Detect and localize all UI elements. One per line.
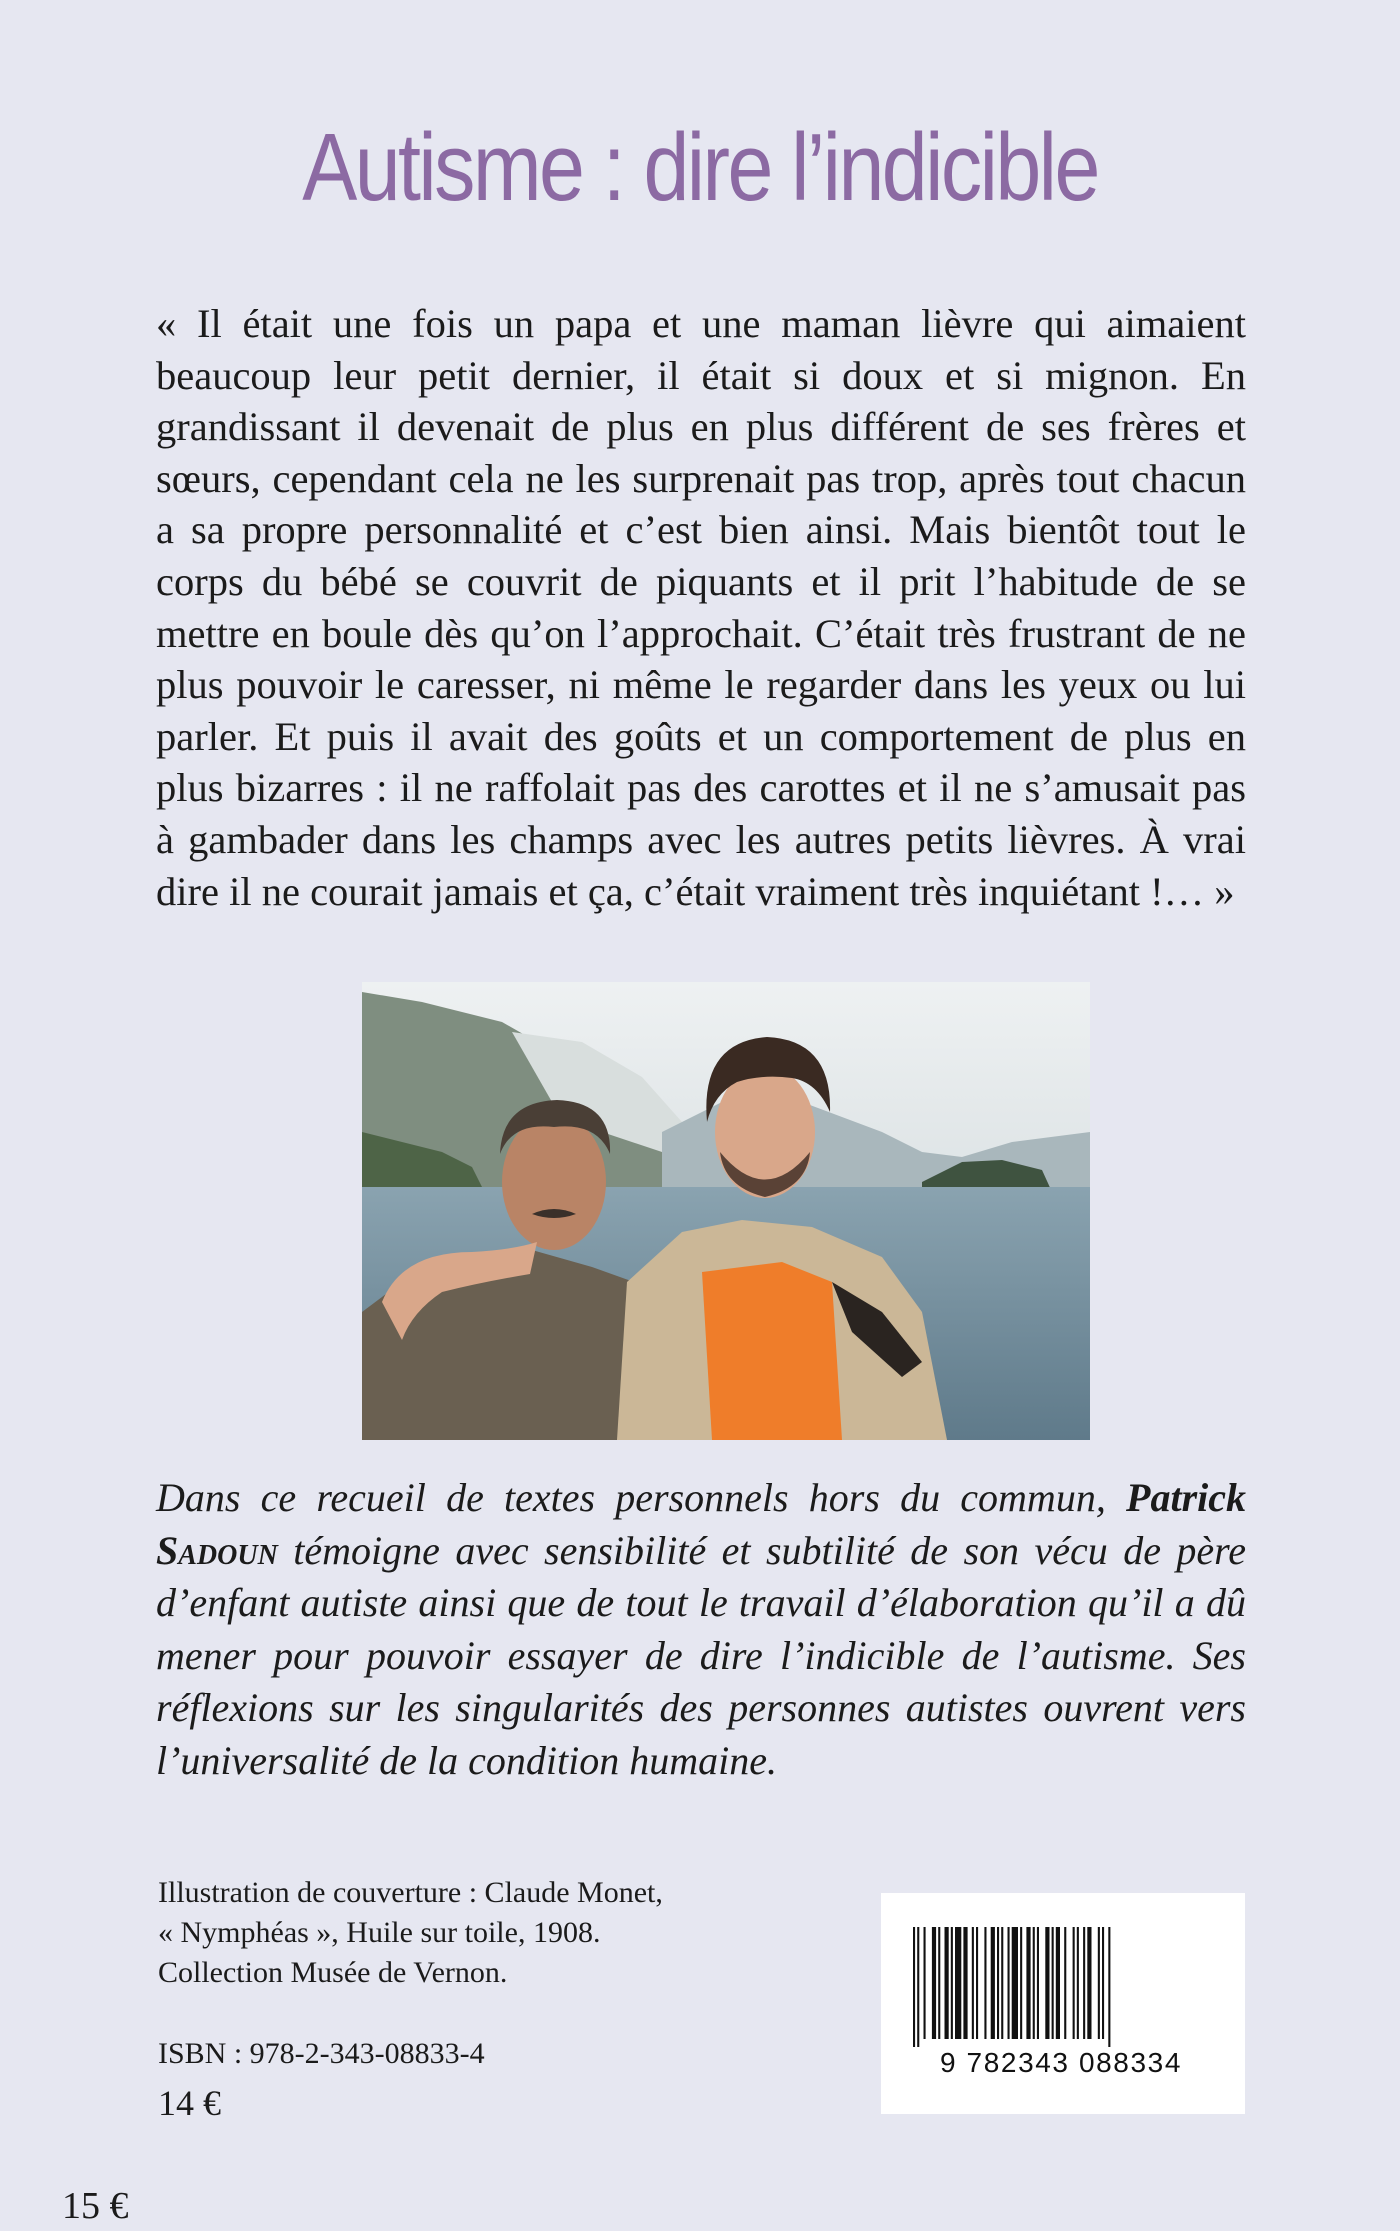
- barcode-bar: [938, 1927, 940, 2039]
- barcode-bar: [1012, 1927, 1018, 2039]
- illustration-credits: [158, 1873, 663, 1993]
- isbn: ISBN : 978-2-343-08833-4: [158, 2037, 485, 2070]
- barcode-bar: [1056, 1927, 1060, 2039]
- barcode-bar: [1033, 1927, 1035, 2039]
- author-photo: [362, 982, 1090, 1440]
- barcode-bar: [1102, 1927, 1104, 2039]
- barcode-bar: [976, 1927, 978, 2039]
- barcode-bar: [1064, 1927, 1066, 2039]
- barcode-bar: [991, 1927, 995, 2039]
- barcode-bar: [951, 1927, 953, 2039]
- barcode-bar: [924, 1927, 926, 2039]
- barcode-bar: [1108, 1927, 1110, 2047]
- back-cover-blurb: [156, 1472, 1246, 1788]
- barcode-bar: [1026, 1927, 1030, 2039]
- blurb-text-end: témoigne avec sensibilité et subtilité de son vécu de père d’enfant autiste ainsi que de tout le travail d’élaboration qu’il a dû mener pour pouvoir essayer de dire l’indicible de l’autisme. Ses réflexions sur les singularités des personnes autistes ouvrent vers l’universalité de la condition humaine.: [156, 1527, 1246, 1783]
- barcode-bar: [917, 1927, 919, 2047]
- price-sticker: 15 €: [62, 2185, 129, 2227]
- barcode-bar: [1077, 1927, 1079, 2039]
- book-title: Autisme : dire l’indicible: [302, 114, 1098, 221]
- barcode-bar: [1052, 1927, 1054, 2039]
- barcode-bar: [997, 1927, 999, 2039]
- barcode-bar: [932, 1927, 936, 2039]
- barcode-bar: [1001, 1927, 1003, 2039]
- barcode-bar: [955, 1927, 961, 2039]
- barcode-bars: [911, 1927, 1211, 2047]
- barcode-bar: [913, 1927, 915, 2047]
- barcode-bar: [1037, 1927, 1039, 2039]
- barcode-bar: [1073, 1927, 1075, 2039]
- blurb-text-start: Dans ce recueil de textes personnels hors du commun,: [156, 1475, 1127, 1520]
- barcode-bar: [1083, 1927, 1085, 2039]
- barcode-bar: [984, 1927, 986, 2039]
- barcode: [881, 1893, 1245, 2114]
- price: 14 €: [158, 2083, 221, 2123]
- credit-line: Illustration de couverture : Claude Monet,: [158, 1876, 663, 1909]
- barcode-bar: [1087, 1927, 1091, 2039]
- barcode-number: 9 782343 088334: [940, 2047, 1182, 2078]
- barcode-bar: [1098, 1927, 1100, 2039]
- barcode-bar: [1045, 1927, 1049, 2039]
- barcode-bar: [1020, 1927, 1022, 2039]
- barcode-bar: [963, 1927, 967, 2039]
- barcode-bar: [1008, 1927, 1010, 2039]
- barcode-bar: [972, 1927, 974, 2039]
- author-name: Patrick Sadoun: [156, 1475, 1246, 1573]
- credit-line: Collection Musée de Vernon.: [158, 1956, 508, 1989]
- barcode-bar: [945, 1927, 949, 2039]
- credit-line: « Nymphéas », Huile sur toile, 1908.: [158, 1916, 601, 1949]
- excerpt-quote: « Il était une fois un papa et une maman lièvre qui aimaient beaucoup leur petit dernier, il était si doux et si mignon. En grandissant il devenait de plus en plus différent de ses frères et sœurs, cependant cela ne les surprenait pas trop, après tout chacun a sa propre personnalité et c’est bien ainsi. Mais bientôt tout le corps du bébé se couvrit de piquants et il prit l’habitude de se mettre en boule dès qu’on l’approchait. C’était très frustrant de ne plus pouvoir le caresser, ni même le regarder dans les yeux ou lui parler. Et puis il avait des goûts et un comportement de plus en plus bizarres : il ne raffolait pas des carottes et il ne s’amusait pas à gambader dans les champs avec les autres petits lièvres. À vrai dire il ne courait jamais et ça, c’était vraiment très inquiétant !… »: [156, 301, 1246, 914]
